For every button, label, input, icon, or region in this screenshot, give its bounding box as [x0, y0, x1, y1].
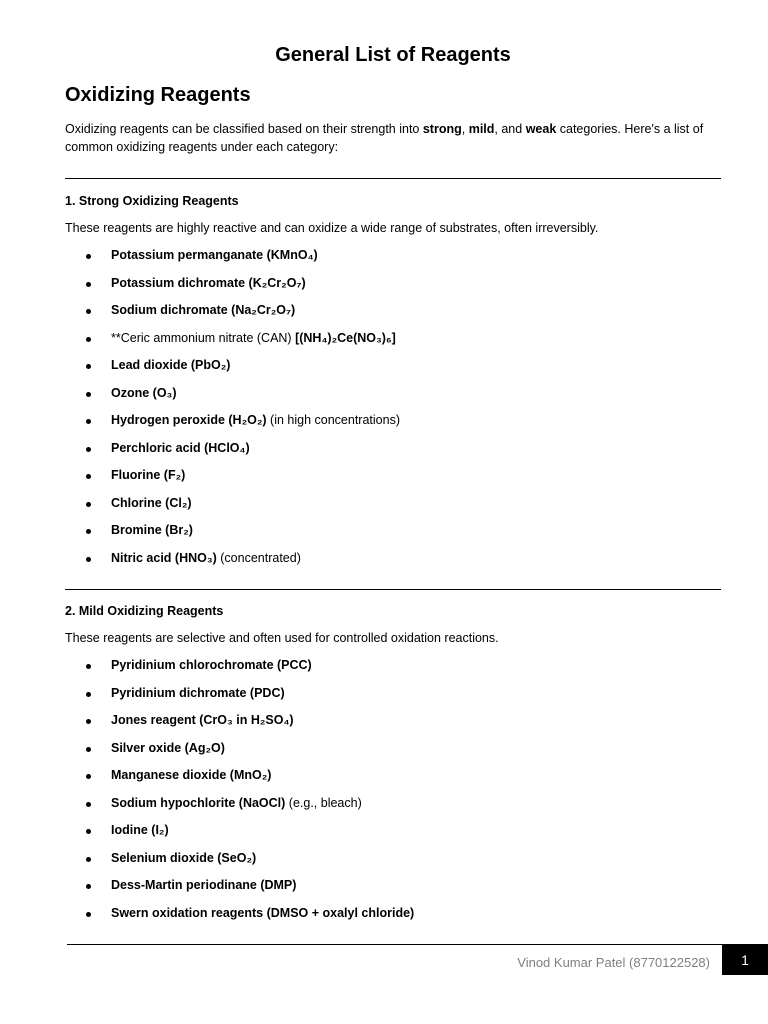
bullet-icon	[86, 392, 91, 397]
reagent-name: Swern oxidation reagents (DMSO + oxalyl chloride)	[111, 905, 415, 920]
reagent-text	[111, 713, 294, 727]
bullet-icon	[86, 337, 91, 342]
bullet-icon	[86, 502, 91, 507]
intro-sep-2: , and	[494, 122, 526, 136]
reagent-text	[111, 303, 295, 317]
reagent-name: Perchloric acid (HClO₄)	[111, 440, 250, 455]
reagent-text	[111, 331, 396, 345]
reagent-name: Bromine (Br₂)	[111, 523, 193, 537]
reagent-name: Jones reagent (CrO₃ in H₂SO₄)	[111, 713, 294, 727]
mild-heading: 2. Mild Oxidizing Reagents	[65, 604, 224, 618]
bullet-icon	[86, 774, 91, 779]
divider	[65, 589, 721, 590]
reagent-text	[111, 496, 192, 510]
reagent-name: Fluorine (F₂)	[111, 468, 186, 482]
reagent-text	[111, 686, 285, 700]
bullet-icon	[86, 884, 91, 889]
footer-author: Vinod Kumar Patel (8770122528)	[517, 955, 710, 970]
reagent-text	[111, 468, 185, 482]
reagent-name: Potassium permanganate (KMnO₄)	[111, 248, 318, 262]
bullet-icon	[86, 447, 91, 452]
reagent-note: (e.g., bleach)	[285, 795, 362, 810]
reagent-text	[111, 768, 271, 782]
document-title: General List of Reagents	[275, 44, 511, 66]
intro-paragraph	[65, 120, 725, 156]
reagent-text	[111, 248, 318, 262]
reagent-text	[111, 276, 306, 290]
bullet-icon	[86, 829, 91, 834]
section-title: Oxidizing Reagents	[65, 84, 251, 106]
reagent-name: Dess-Martin periodinane (DMP)	[111, 878, 297, 892]
mild-description: These reagents are selective and often used for controlled oxidation reactions.	[65, 631, 499, 645]
reagent-text	[111, 551, 301, 565]
bullet-icon	[86, 364, 91, 369]
page-number: 1	[722, 944, 768, 975]
bullet-icon	[86, 282, 91, 287]
reagent-name: Pyridinium dichromate (PDC)	[111, 685, 285, 700]
reagent-name: Nitric acid (HNO₃)	[111, 550, 217, 565]
bullet-icon	[86, 692, 91, 697]
reagent-text	[111, 823, 169, 837]
reagent-text	[111, 523, 193, 537]
bullet-icon	[86, 747, 91, 752]
reagent-name: Pyridinium chlorochromate (PCC)	[111, 658, 312, 672]
reagent-text	[111, 358, 230, 372]
footer-divider	[67, 944, 722, 945]
intro-strong: strong	[422, 122, 462, 136]
reagent-text	[111, 741, 225, 755]
intro-mild: mild	[468, 122, 495, 136]
reagent-prefix: **Ceric ammonium nitrate (CAN)	[111, 330, 296, 345]
reagent-name: Iodine (I₂)	[111, 823, 169, 837]
reagent-name: Hydrogen peroxide (H₂O₂)	[111, 413, 267, 427]
reagent-name: Manganese dioxide (MnO₂)	[111, 768, 272, 782]
reagent-text	[111, 906, 414, 920]
bullet-icon	[86, 802, 91, 807]
reagent-text	[111, 386, 177, 400]
intro-sep-1: ,	[461, 122, 469, 136]
intro-weak: weak	[525, 122, 557, 136]
reagent-text	[111, 878, 296, 892]
reagent-text	[111, 441, 250, 455]
reagent-note: (concentrated)	[216, 550, 301, 565]
reagent-name: Potassium dichromate (K₂Cr₂O₇)	[111, 275, 306, 290]
bullet-icon	[86, 557, 91, 562]
strong-description: These reagents are highly reactive and can oxidize a wide range of substrates, often irreversibly.	[65, 221, 599, 235]
reagent-text	[111, 413, 400, 427]
reagent-name: Sodium dichromate (Na₂Cr₂O₇)	[111, 303, 296, 317]
bullet-icon	[86, 664, 91, 669]
reagent-name: [(NH₄)₂Ce(NO₃)₆]	[295, 330, 396, 345]
bullet-icon	[86, 529, 91, 534]
bullet-icon	[86, 254, 91, 259]
reagent-text	[111, 796, 362, 810]
reagent-name: Lead dioxide (PbO₂)	[111, 358, 231, 372]
bullet-icon	[86, 309, 91, 314]
reagent-name: Ozone (O₃)	[111, 385, 177, 400]
reagent-name: Silver oxide (Ag₂O)	[111, 740, 225, 755]
intro-text-2: categories. Here's a list of common oxidizing reagents under each category:	[65, 122, 704, 154]
intro-text-1: Oxidizing reagents can be classified based on their strength into	[65, 122, 423, 136]
reagent-text	[111, 851, 256, 865]
reagent-name: Sodium hypochlorite (NaOCl)	[111, 795, 286, 810]
bullet-icon	[86, 912, 91, 917]
bullet-icon	[86, 719, 91, 724]
bullet-icon	[86, 857, 91, 862]
bullet-icon	[86, 474, 91, 479]
reagent-text	[111, 658, 312, 672]
reagent-note: (in high concentrations)	[266, 413, 400, 427]
reagent-name: Chlorine (Cl₂)	[111, 495, 192, 510]
reagent-name: Selenium dioxide (SeO₂)	[111, 850, 257, 865]
divider	[65, 178, 721, 179]
bullet-icon	[86, 419, 91, 424]
strong-heading: 1. Strong Oxidizing Reagents	[65, 194, 239, 208]
